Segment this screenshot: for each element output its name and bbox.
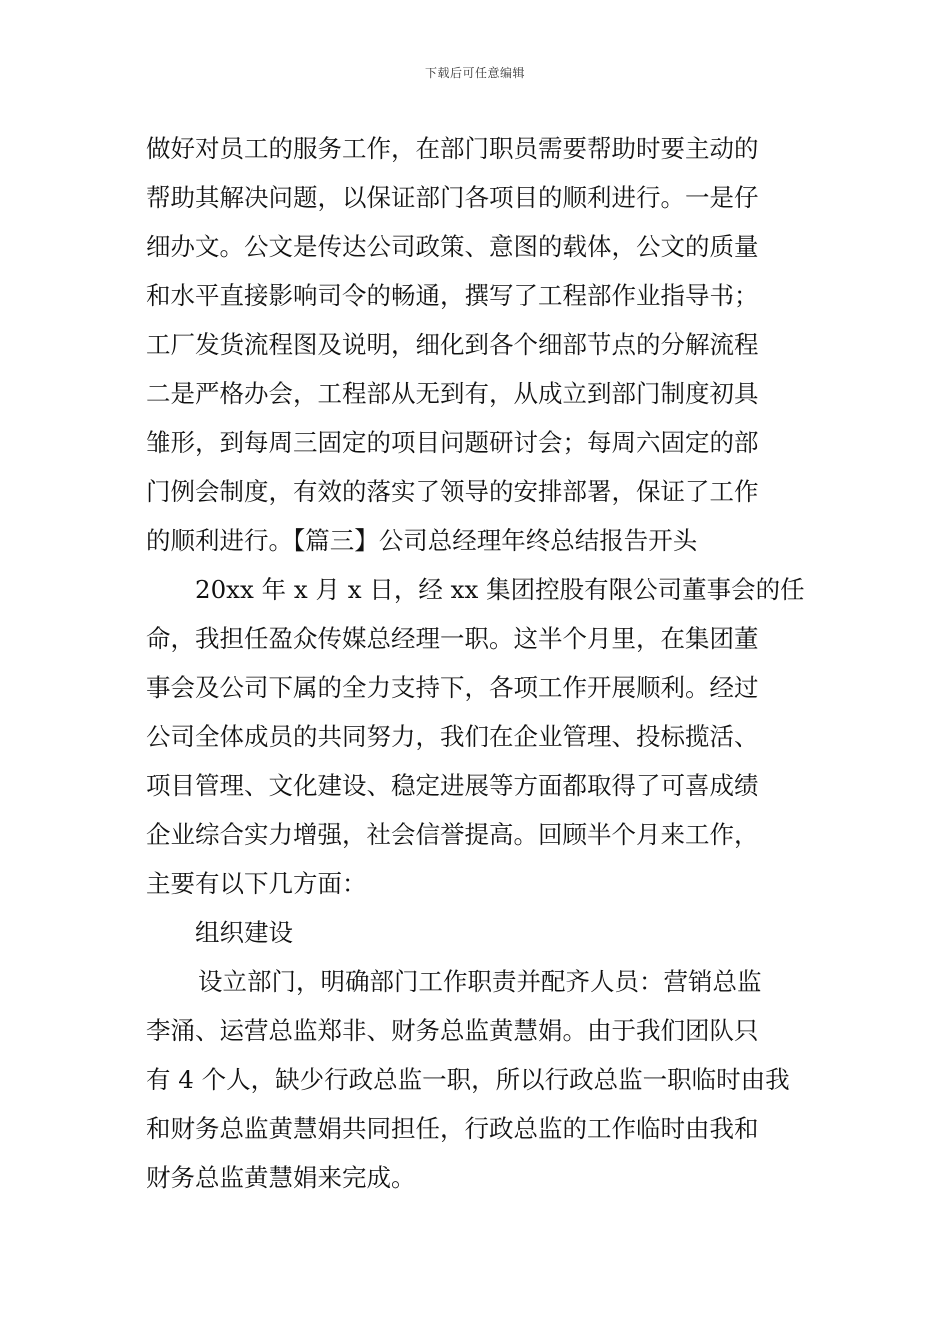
text-line: 命，我担任盈众传媒总经理一职。这半个月里，在集团董 — [146, 624, 759, 653]
text-line: 财务总监黄慧娟来完成。 — [146, 1163, 416, 1192]
text-line: 门例会制度，有效的落实了领导的安排部署，保证了工作 — [146, 477, 759, 506]
text-line: 细办文。公文是传达公司政策、意图的载体，公文的质量 — [146, 232, 759, 261]
text-line: 帮助其解决问题，以保证部门各项目的顺利进行。一是仔 — [146, 183, 759, 212]
section-heading: 组织建设 — [195, 918, 293, 947]
text-line: 雏形，到每周三固定的项目问题研讨会；每周六固定的部 — [146, 428, 759, 457]
text-line: 李涌、运营总监郑非、财务总监黄慧娟。由于我们团队只 — [146, 1016, 759, 1045]
paragraph-start-line: 20xx 年 x 月 x 日，经 xx 集团控股有限公司董事会的任 — [195, 575, 805, 604]
text-line: 和水平直接影响司令的畅通，撰写了工程部作业指导书； — [146, 281, 759, 310]
text-line: 工厂发货流程图及说明，细化到各个细部节点的分解流程 — [146, 330, 759, 359]
text-line: 的顺利进行。【篇三】公司总经理年终总结报告开头 — [146, 526, 698, 555]
text-line: 做好对员工的服务工作，在部门职员需要帮助时要主动的 — [146, 134, 759, 163]
text-line: 和财务总监黄慧娟共同担任，行政总监的工作临时由我和 — [146, 1114, 759, 1143]
text-line: 主要有以下几方面： — [146, 869, 367, 898]
text-line: 有 4 个人，缺少行政总监一职，所以行政总监一职临时由我 — [146, 1065, 790, 1094]
page-header-note: 下载后可任意编辑 — [424, 66, 525, 80]
text-line: 公司全体成员的共同努力，我们在企业管理、投标揽活、 — [146, 722, 759, 751]
document-body — [146, 124, 816, 1202]
text-line: 二是严格办会，工程部从无到有，从成立到部门制度初具 — [146, 379, 759, 408]
text-line: 事会及公司下属的全力支持下，各项工作开展顺利。经过 — [146, 673, 759, 702]
text-line: 项目管理、文化建设、稳定进展等方面都取得了可喜成绩 — [146, 771, 759, 800]
text-line: 企业综合实力增强，社会信誉提高。回顾半个月来工作， — [146, 820, 759, 849]
paragraph-start-line: 设立部门，明确部门工作职责并配齐人员：营销总监 — [198, 967, 762, 996]
